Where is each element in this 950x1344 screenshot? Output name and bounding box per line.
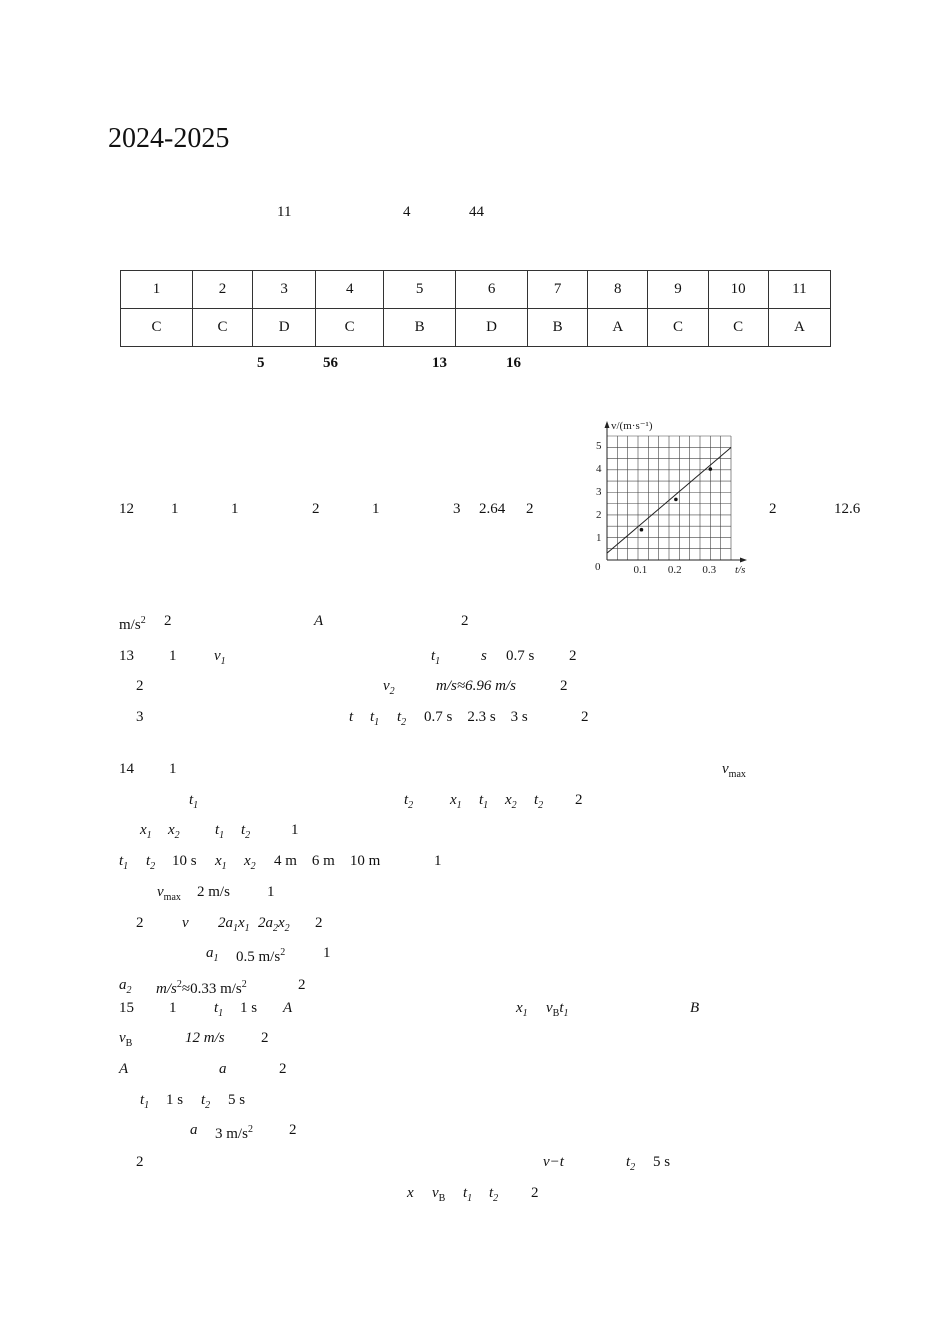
q14-line2-x2: $x_2$ (505, 792, 517, 811)
q14-a1: $a_1$ (206, 945, 219, 964)
section1-total: 44 (469, 204, 484, 220)
q15-line4-t2-sub: 2 (205, 1100, 211, 1111)
q14-distances: 4 m 6 m 10 m (274, 853, 381, 869)
q15-score4: 2 (531, 1185, 539, 1201)
q15-vB-t1: $v_Bt_1$ (546, 1000, 569, 1019)
q12-value: 2.64 (479, 501, 506, 517)
q14-eq1: $2a_1x_1$ (218, 915, 250, 934)
q14-a1-value-text: 0.5 m/s (236, 949, 281, 965)
x-axis-label: t/s (735, 564, 746, 576)
q15-vB-t1-v: v (546, 1000, 553, 1016)
q15-x1: $x_1$ (516, 1000, 528, 1019)
q12-part1: 1 (171, 501, 179, 517)
q13-score1: 2 (569, 648, 577, 664)
q15-part1: 1 (169, 1000, 177, 1016)
y-axis-arrow (605, 421, 610, 428)
q13-ta (370, 708, 379, 732)
q14-line2-t2b: $t_2$ (534, 792, 544, 811)
x-axis-arrow (740, 558, 747, 563)
q13-t-values: 0.7 s 2.3 s 3 s (424, 709, 528, 725)
q15-line6-t2-sub: 2 (630, 1162, 636, 1173)
answer-table (120, 270, 831, 347)
answer-table-answer-row (121, 309, 831, 347)
q15-score2: 2 (279, 1061, 287, 1077)
answer-cell: D (456, 309, 528, 347)
question-number-cell: 6 (456, 271, 528, 309)
answer-cell: B (528, 309, 588, 347)
q15-part2: 2 (136, 1154, 144, 1170)
q13-part2: 2 (136, 678, 144, 694)
q13-v2-symbol: v (383, 678, 390, 694)
q12-acceleration: 12.6 (834, 501, 861, 517)
question-number-cell: 1 (121, 271, 193, 309)
q14-eq2: $2a_2x_2$ (258, 915, 290, 934)
q14-line4-t2-sub: 2 (150, 861, 156, 872)
q14-line5-vmax-sub: max (163, 892, 181, 903)
q12-letter-score: 2 (461, 613, 469, 629)
answer-cell: C (708, 309, 768, 347)
question-number-cell: 3 (253, 271, 316, 309)
q15-vB-value: 12 m/s (185, 1030, 225, 1046)
q13-number: 13 (119, 648, 134, 664)
y-tick-label: 3 (596, 486, 602, 499)
q14-vmax-value: 2 m/s (197, 884, 230, 900)
q14-line2-t2-sub: 2 (408, 800, 414, 811)
q14-line3-x1: $x_1$ (140, 822, 152, 841)
q12-value-score: 2 (526, 501, 534, 517)
q15-A2: A (119, 1061, 129, 1077)
q13-score2: 2 (560, 678, 568, 694)
q14-score-d: 1 (267, 884, 275, 900)
section1-points-each: 4 (403, 204, 411, 220)
question-number-cell: 9 (648, 271, 708, 309)
q15-score1: 2 (261, 1030, 269, 1046)
q14-line4-x1-sub: 1 (221, 861, 227, 872)
q15-t1v: 1 s (166, 1092, 184, 1108)
section2-count: 5 (257, 355, 265, 371)
q15-line6-t2: $t_2$ (626, 1154, 636, 1173)
q14-line4-x2-sub: 2 (250, 861, 256, 872)
q14-a2-expr: m/s (156, 981, 177, 997)
q15-vB-t1-tsub: 1 (563, 1008, 569, 1019)
q13-v1-symbol: v (214, 648, 221, 664)
question-number-cell: 11 (768, 271, 830, 309)
q14-a2-exp2: 2 (241, 979, 247, 990)
q15-A: A (283, 1000, 293, 1016)
q13-tb (397, 708, 406, 732)
q14-a2-value (156, 976, 247, 998)
q15-vB-t1-sub: B (552, 1008, 560, 1019)
q12-part1-score: 1 (231, 501, 239, 517)
q15-number: 15 (119, 1000, 134, 1016)
q12-unit-text: m/s (119, 617, 141, 633)
q14-score-b: 1 (291, 822, 299, 838)
question-number-cell: 8 (588, 271, 648, 309)
q15-vB (119, 1029, 132, 1053)
answer-cell: C (192, 309, 252, 347)
q15-a: a (219, 1061, 227, 1077)
question-number-cell: 7 (528, 271, 588, 309)
y-tick-label: 1 (596, 532, 602, 545)
q15-line7-t1-sub: 1 (467, 1193, 473, 1204)
q15-B: B (690, 1000, 700, 1016)
q14-line2-t1: $t_1$ (189, 792, 199, 811)
q15-line1-t1: $t_1$ (214, 1000, 224, 1019)
page-title: 2024-2025 (108, 123, 230, 154)
q12-letter: A (314, 613, 324, 629)
y-tick-label: 4 (596, 463, 602, 476)
q13-v1 (214, 647, 226, 671)
q15-a-value-text: 3 m/s (215, 1126, 248, 1142)
q15-t2-value: 5 s (653, 1154, 671, 1170)
q14-line4-x2: $x_2$ (244, 853, 256, 872)
q13-tb-symbol: t (397, 709, 402, 725)
q14-v: v (182, 915, 189, 931)
vt-graph (590, 418, 760, 583)
q14-eq2-coef: 2a (258, 915, 273, 931)
q15-line7-t1: $t_1$ (463, 1185, 473, 1204)
data-point (709, 467, 713, 471)
q12-score2: 2 (769, 501, 777, 517)
q14-line2-t1-sub: 1 (193, 800, 199, 811)
q15-a-value (215, 1121, 253, 1143)
q15-x1-sub: 1 (522, 1008, 528, 1019)
q14-a1-sub: 1 (213, 953, 219, 964)
q12-part2: 2 (312, 501, 320, 517)
section2-n2: 16 (506, 355, 521, 371)
q15-score3: 2 (289, 1122, 297, 1138)
q14-line2-x2-sub: 2 (511, 800, 517, 811)
answer-cell: C (121, 309, 193, 347)
q13-t1-value: 0.7 s (506, 648, 535, 664)
q13-tb-sub: 2 (401, 717, 407, 728)
q14-number: 14 (119, 761, 134, 777)
q15-line4-t2: $t_2$ (201, 1092, 211, 1111)
answer-cell: C (316, 309, 384, 347)
q14-part1: 1 (169, 761, 177, 777)
q14-line3-t1-sub: 1 (219, 830, 225, 841)
q13-v2-expr: m/s≈6.96 m/s (436, 678, 516, 694)
x-tick-label: 0.1 (633, 564, 648, 576)
q15-a2: a (190, 1122, 198, 1138)
q12-unit (119, 612, 146, 634)
q14-line4-t1-sub: 1 (123, 861, 129, 872)
data-point (674, 498, 678, 502)
q14-line3-x2-sub: 2 (174, 830, 180, 841)
q14-eq1-a-sub: 1 (233, 923, 238, 934)
x-tick-label: 0.2 (667, 564, 682, 576)
q14-score-f: 1 (323, 945, 331, 961)
q14-line2-t1b: $t_1$ (479, 792, 489, 811)
q14-score-g: 2 (298, 977, 306, 993)
y-tick-label: 2 (596, 509, 602, 522)
q13-t: t (349, 709, 354, 725)
q14-a1-value (236, 944, 285, 966)
y-tick-label: 5 (596, 440, 602, 453)
q13-t1-symbol: t (431, 648, 436, 664)
q14-line3-t2-sub: 2 (245, 830, 251, 841)
q13-v1-sub: 1 (220, 656, 226, 667)
q13-ta-sub: 1 (374, 717, 380, 728)
q15-x: x (407, 1185, 414, 1201)
q14-a2-approx: ≈0.33 m/s (181, 981, 242, 997)
question-number-cell: 5 (384, 271, 456, 309)
answer-table-number-row (121, 271, 831, 309)
q15-line4-t1: $t_1$ (140, 1092, 150, 1111)
data-point (640, 528, 644, 532)
q15-line1-t1-sub: 1 (218, 1008, 224, 1019)
q13-part3: 3 (136, 709, 144, 725)
q14-line4-x1: $x_1$ (215, 853, 227, 872)
origin-label: 0 (595, 561, 601, 573)
q12-part3: 3 (453, 501, 461, 517)
q14-line3-x2: $x_2$ (168, 822, 180, 841)
y-axis-label: v/(m·s⁻¹) (611, 420, 653, 432)
q14-a1-exp: 2 (280, 947, 286, 958)
q15-vB-symbol: v (119, 1030, 126, 1046)
q12-number: 12 (119, 501, 134, 517)
q15-line7-t2-sub: 2 (493, 1193, 499, 1204)
q14-line3-t1: $t_1$ (215, 822, 225, 841)
answer-cell: D (253, 309, 316, 347)
graph-grid (607, 436, 731, 560)
x-tick-label: 0.3 (702, 564, 717, 576)
q14-a2-exp: 2 (176, 979, 182, 990)
q14-line3-x1-sub: 1 (146, 830, 152, 841)
q14-line4-t2: $t_2$ (146, 853, 156, 872)
q13-part1: 1 (169, 648, 177, 664)
q13-t1 (431, 647, 440, 671)
q14-part2: 2 (136, 915, 144, 931)
q14-line3-t2: $t_2$ (241, 822, 251, 841)
q14-vmax (722, 760, 746, 784)
q14-line5-vmax-symbol: v (157, 884, 164, 900)
question-number-cell: 2 (192, 271, 252, 309)
q14-eq2-a-sub: 2 (273, 923, 278, 934)
q13-v2 (383, 677, 395, 701)
q15-t1-value: 1 s (240, 1000, 258, 1016)
q14-score-e: 2 (315, 915, 323, 931)
q14-eq2-x-sub: 2 (284, 923, 290, 934)
q15-t2v: 5 s (228, 1092, 246, 1108)
answer-cell: A (768, 309, 830, 347)
q15-line4-t1-sub: 1 (144, 1100, 150, 1111)
question-number-cell: 10 (708, 271, 768, 309)
section1-count: 11 (277, 204, 292, 220)
q14-eq1-x-sub: 1 (244, 923, 250, 934)
q15-vB-sub: B (125, 1038, 133, 1049)
q14-line4-t1: $t_1$ (119, 853, 129, 872)
q12-unit-score: 2 (164, 613, 172, 629)
q14-score-c: 1 (434, 853, 442, 869)
q15-vt: v−t (543, 1154, 564, 1170)
q14-line2-t1b-sub: 1 (483, 800, 489, 811)
q14-score-a: 2 (575, 792, 583, 808)
q15-a-exp: 2 (247, 1124, 253, 1135)
q14-a2-sub: 2 (126, 985, 132, 996)
answer-cell: B (384, 309, 456, 347)
section2-total: 56 (323, 355, 338, 371)
question-number-cell: 4 (316, 271, 384, 309)
q14-line2-x1: $x_1$ (450, 792, 462, 811)
q13-v2-sub: 2 (389, 686, 395, 697)
q13-ta-symbol: t (370, 709, 375, 725)
q12-part2-score: 1 (372, 501, 380, 517)
answer-cell: C (648, 309, 708, 347)
q13-t1-sub: 1 (435, 656, 441, 667)
q15-line7-vB-sub: B (438, 1193, 446, 1204)
q15-line7-vB (432, 1184, 445, 1208)
q14-line5-vmax (157, 883, 181, 907)
q14-a2: $a_2$ (119, 977, 132, 996)
q15-line7-t2: $t_2$ (489, 1185, 499, 1204)
q13-s: s (481, 648, 487, 664)
q14-times: 10 s (172, 853, 197, 869)
q14-vmax-sub: max (728, 769, 746, 780)
q14-line2-t2: $t_2$ (404, 792, 414, 811)
section2-n1: 13 (432, 355, 447, 371)
q13-score3: 2 (581, 709, 589, 725)
q14-eq1-coef: 2a (218, 915, 233, 931)
q15-line7-vB-symbol: v (432, 1185, 439, 1201)
q12-unit-exp: 2 (140, 615, 146, 626)
answer-cell: A (588, 309, 648, 347)
q14-vmax-symbol: v (722, 761, 729, 777)
q14-line2-x1-sub: 1 (456, 800, 462, 811)
q14-line2-t2b-sub: 2 (538, 800, 544, 811)
